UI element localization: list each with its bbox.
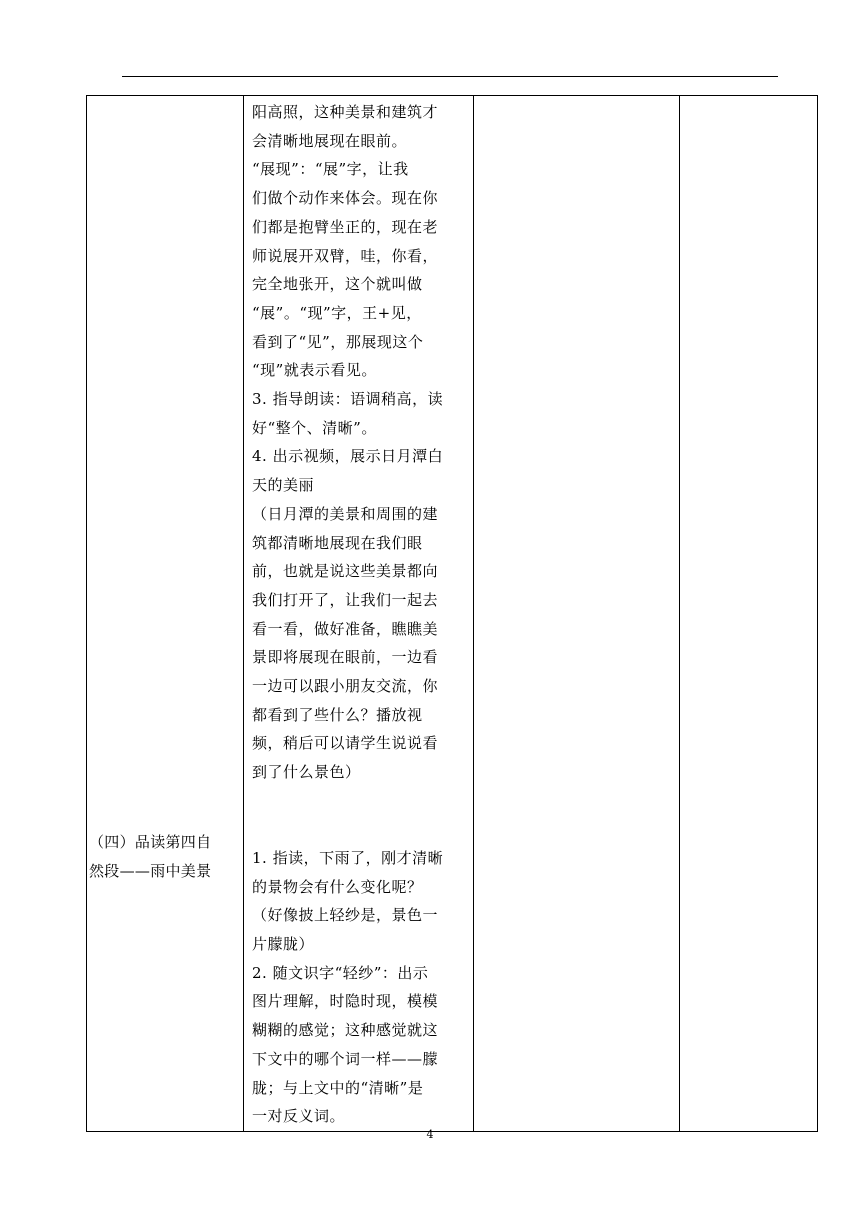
content-line: 一对反义词。 (252, 1107, 346, 1126)
content-line: 下文中的哪个词一样——朦 (252, 1049, 439, 1068)
content-line: （好像披上轻纱是，景色一 (252, 906, 439, 925)
header-rule (122, 76, 778, 77)
content-line: 1. 指读，下雨了，刚才清晰 (252, 848, 444, 867)
table-row (87, 96, 818, 1132)
content-line: 前，也就是说这些美景都向 (252, 562, 439, 581)
content-line: 看一看，做好准备，瞧瞧美 (252, 619, 439, 638)
content-line: 阳高照，这种美景和建筑才 (252, 103, 439, 121)
page-number: 4 (426, 1128, 434, 1141)
content-line: 都看到了些什么？播放视 (252, 705, 423, 724)
content-line: 一边可以跟小朋友交流，你 (252, 677, 439, 696)
content-line: 我们打开了，让我们一起去 (252, 590, 439, 609)
content-line: 糊糊的感觉；这种感觉就这 (252, 1021, 439, 1040)
content-line: 会清晰地展现在眼前。 (252, 131, 408, 150)
teaching-steps-rainy (252, 844, 465, 1131)
content-line: 胧；与上文中的“清晰”是 (252, 1078, 424, 1097)
content-line: 筑都清晰地展现在我们眼 (252, 533, 423, 552)
content-line: 师说展开双臂，哇，你看， (252, 246, 439, 265)
content-line: 完全地张开，这个就叫做 (252, 275, 423, 294)
section-title (89, 828, 239, 885)
teaching-process-text (244, 96, 473, 1131)
teaching-process-cell (244, 96, 474, 1132)
content-line: 们做个动作来体会。现在你 (252, 189, 439, 208)
content-line: 4. 出示视频，展示日月潭白 (252, 447, 444, 466)
content-line: 好“整个、清晰”。 (252, 418, 377, 437)
content-line: （日月潭的美景和周围的建 (252, 504, 439, 523)
student-activity-cell (474, 96, 680, 1132)
content-line: 到了什么景色） (252, 763, 361, 782)
teaching-steps-sunny (252, 98, 465, 787)
content-line: “展现”：“展”字，让我 (252, 160, 409, 179)
paragraph-gap (252, 787, 465, 844)
section-cell (87, 96, 244, 1132)
content-line: “现”就表示看见。 (252, 361, 377, 380)
content-line: “展”。“现”字，王+见， (252, 303, 422, 322)
content-line: 2. 随文识字“轻纱”：出示 (252, 963, 429, 982)
content-line: 3. 指导朗读：语调稍高，读 (252, 390, 444, 409)
content-line: 天的美丽 (252, 476, 315, 495)
content-line: 景即将展现在眼前，一边看 (252, 648, 439, 667)
section-title-line: 然段——雨中美景 (89, 861, 212, 880)
content-line: 的景物会有什么变化呢？ (252, 877, 423, 896)
content-line: 看到了“见”，那展现这个 (252, 332, 424, 351)
content-line: 们都是抱臂坐正的，现在老 (252, 217, 439, 236)
lesson-plan-table (86, 95, 818, 1132)
content-line: 图片理解，时隐时现，模模 (252, 992, 439, 1011)
content-line: 频，稍后可以请学生说说看 (252, 734, 439, 753)
notes-cell (680, 96, 818, 1132)
section-title-line: （四）品读第四自 (89, 833, 212, 851)
content-line: 片朦胧） (252, 934, 315, 953)
